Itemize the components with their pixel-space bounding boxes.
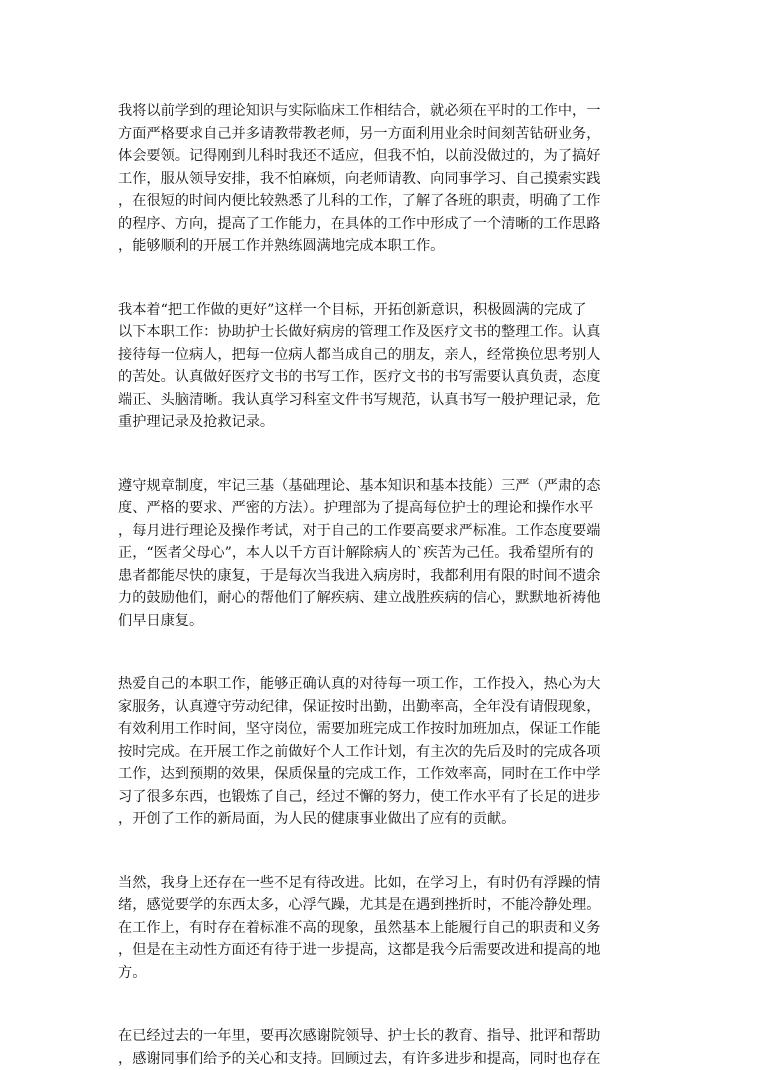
paragraph-1: 我将以前学到的理论知识与实际临床工作相结合，就必须在平时的工作中，一 方面严格要求自己并多请教带教老师，另一方面利用业余时间刻苦钻研业务， 体会要领。记得刚到儿科时我还不适应，但我不怕，以前没做过的，为了搞好 工作，服从领导安排，我不怕麻烦，向老师请教、向同事学习、自己摸索实践 ，在很短的时间内便比较熟悉了儿科的工作，了解了各班的职责，明确了工作 的程序、方向，提高了工作能力，在具体的工作中形成了一个清晰的工作思路 ，能够顺利的开展工作并熟练圆满地完成本职工作。	[118, 103, 601, 254]
paragraph-5: 当然，我身上还存在一些不足有待改进。比如，在学习上，有时仍有浮躁的情 绪，感觉要学的东西太多，心浮气躁，尤其是在遇到挫折时，不能冷静处理。 在工作上，有时存在着标准不高的现象，虽然基本上能履行自己的职责和义务 ，但是在主动性方面还有待于进一步提高，这都是我今后需要改进和提高的地 方。	[118, 874, 601, 981]
paragraph-2: 我本着“把工作做的更好”这样一个目标，开拓创新意识，积极圆满的完成了 以下本职工作：协助护士长做好病房的管理工作及医疗文书的整理工作。认真 接待每一位病人，把每一位病人都当成自己的朋友，亲人，经常换位思考别人 的苦处。认真做好医疗文书的书写工作，医疗文书的书写需要认真负责，态度 端正、头脑清晰。我认真学习科室文件书写规范，认真书写一般护理记录，危 重护理记录及抢救记录。	[118, 301, 601, 430]
paragraph-3: 遵守规章制度，牢记三基（基础理论、基本知识和基本技能）三严（严肃的态 度、严格的要求、严密的方法）。护理部为了提高每位护士的理论和操作水平 ，每月进行理论及操作考试，对于自己的工作要高要求严标准。工作态度要端 正，“医者父母心”，本人以千方百计解除病人的`疾苦为己任。我希望所有的 患者都能尽快的康复，于是每次当我进入病房时，我都利用有限的时间不遗余 力的鼓励他们，耐心的帮他们了解疾病、建立战胜疾病的信心，默默地祈祷他 们早日康复。	[118, 477, 601, 629]
paragraph-6: 在已经过去的一年里，要再次感谢院领导、护士长的教育、指导、批评和帮助 ，感谢同事们给予的关心和支持。回顾过去，有许多进步和提高，同时也存在	[118, 1028, 601, 1067]
document-body	[118, 100, 654, 1070]
paragraph-4: 热爱自己的本职工作，能够正确认真的对待每一项工作，工作投入，热心为大 家服务，认真遵守劳动纪律，保证按时出勤，出勤率高，全年没有请假现象， 有效利用工作时间，坚守岗位，需要加班完成工作按时加班加点，保证工作能 按时完成。在开展工作之前做好个人工作计划，有主次的先后及时的完成各项 工作，达到预期的效果，保质保量的完成工作，工作效率高，同时在工作中学 习了很多东西，也锻炼了自己，经过不懈的努力，使工作水平有了长足的进步 ，开创了工作的新局面，为人民的健康事业做出了应有的贡献。	[118, 676, 601, 827]
